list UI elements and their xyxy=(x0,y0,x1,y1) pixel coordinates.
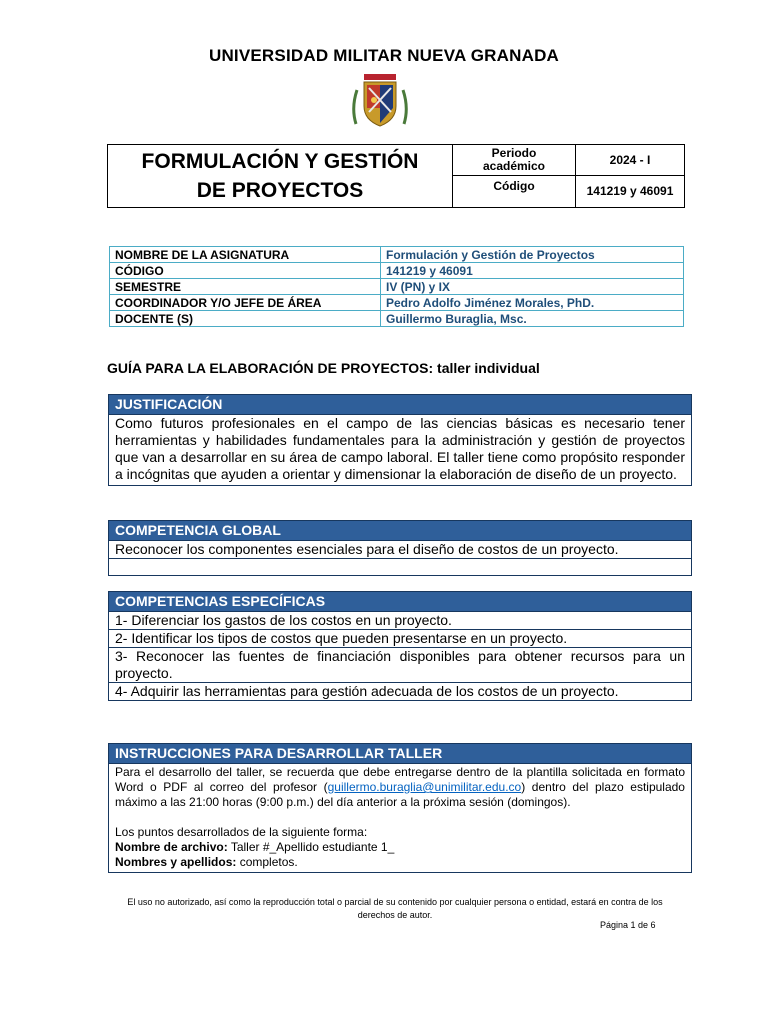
justification-section xyxy=(108,394,692,486)
instructions-format-intro: Los puntos desarrollados de la siguiente forma: xyxy=(115,825,368,839)
info-label: SEMESTRE xyxy=(110,279,381,295)
info-label: DOCENTE (S) xyxy=(110,311,381,327)
course-info-table xyxy=(109,246,684,327)
instructions-section xyxy=(108,743,692,873)
table-row xyxy=(110,279,684,295)
list-item: 2- Identificar los tipos de costos que pueden presentarse en un proyecto. xyxy=(109,629,691,647)
info-label: COORDINADOR Y/O JEFE DE ÁREA xyxy=(110,295,381,311)
info-value: Guillermo Buraglia, Msc. xyxy=(381,311,684,327)
info-label: NOMBRE DE LA ASIGNATURA xyxy=(110,247,381,263)
instructions-paragraph: Para el desarrollo del taller, se recuerda que debe entregarse dentro de la plantilla solicitada en formato Word o PDF al correo del profesor (guillermo.buraglia@unimilitar.edu.co) dentro del plazo estipulado máximo a las 21:00 horas (9:00 p.m.) del día anterior a la próxima sesión (domingos). xyxy=(115,765,685,809)
university-crest-icon xyxy=(351,68,409,130)
code-value: 141219 y 46091 xyxy=(586,184,674,198)
table-row xyxy=(110,263,684,279)
global-competence-section xyxy=(108,520,692,576)
course-title: FORMULACIÓN Y GESTIÓN DE PROYECTOS xyxy=(108,145,453,207)
list-item: 3- Reconocer las fuentes de financiación disponibles para obtener recursos para un proyecto. xyxy=(109,647,691,682)
period-label: Periodo académico xyxy=(453,145,576,176)
section-heading: COMPETENCIAS ESPECÍFICAS xyxy=(109,592,691,611)
section-heading: JUSTIFICACIÓN xyxy=(109,395,691,414)
code-label: Código xyxy=(453,176,576,207)
section-heading: COMPETENCIA GLOBAL xyxy=(109,521,691,540)
info-value: IV (PN) y IX xyxy=(381,279,684,295)
specific-competences-section xyxy=(108,591,692,701)
info-value: Pedro Adolfo Jiménez Morales, PhD. xyxy=(381,295,684,311)
guide-title: GUÍA PARA LA ELABORACIÓN DE PROYECTOS: taller individual xyxy=(107,360,540,376)
table-row xyxy=(110,295,684,311)
period-value: 2024 - I xyxy=(576,145,684,176)
names-rule: Nombres y apellidos: completos. xyxy=(115,855,298,869)
info-value: 141219 y 46091 xyxy=(381,263,684,279)
header-table xyxy=(107,144,685,208)
university-name: UNIVERSIDAD MILITAR NUEVA GRANADA xyxy=(208,46,560,65)
table-row xyxy=(110,247,684,263)
professor-email-link[interactable]: guillermo.buraglia@unimilitar.edu.co xyxy=(327,780,522,794)
empty-row xyxy=(109,558,691,575)
table-row xyxy=(110,311,684,327)
copyright-notice: El uso no autorizado, así como la reproducción total o parcial de su contenido por cualquier persona o entidad, estará en contra de los derechos de autor. xyxy=(127,897,663,920)
info-value: Formulación y Gestión de Proyectos xyxy=(381,247,684,263)
page-number: Página 1 de 6 xyxy=(600,920,656,930)
section-heading: INSTRUCCIONES PARA DESARROLLAR TALLER xyxy=(109,744,691,763)
list-item: 4- Adquirir las herramientas para gestión adecuada de los costos de un proyecto. xyxy=(109,682,691,700)
global-competence-text: Reconocer los componentes esenciales para el diseño de costos de un proyecto. xyxy=(109,540,691,558)
file-name-rule: Nombre de archivo: Taller #_Apellido estudiante 1_ xyxy=(115,840,395,854)
list-item: 1- Diferenciar los gastos de los costos en un proyecto. xyxy=(109,611,691,629)
instructions-body xyxy=(109,763,691,872)
info-label: CÓDIGO xyxy=(110,263,381,279)
justification-text: Como futuros profesionales en el campo de las ciencias básicas es necesario tener herramientas y habilidades fundamentales para la administración y gestión de proyectos que van a desarrollar en su área de campo laboral. El taller tiene como propósito responder a incógnitas que ayuden a orientar y dimensionar la elaboración de diseño de un proyecto. xyxy=(109,414,691,485)
